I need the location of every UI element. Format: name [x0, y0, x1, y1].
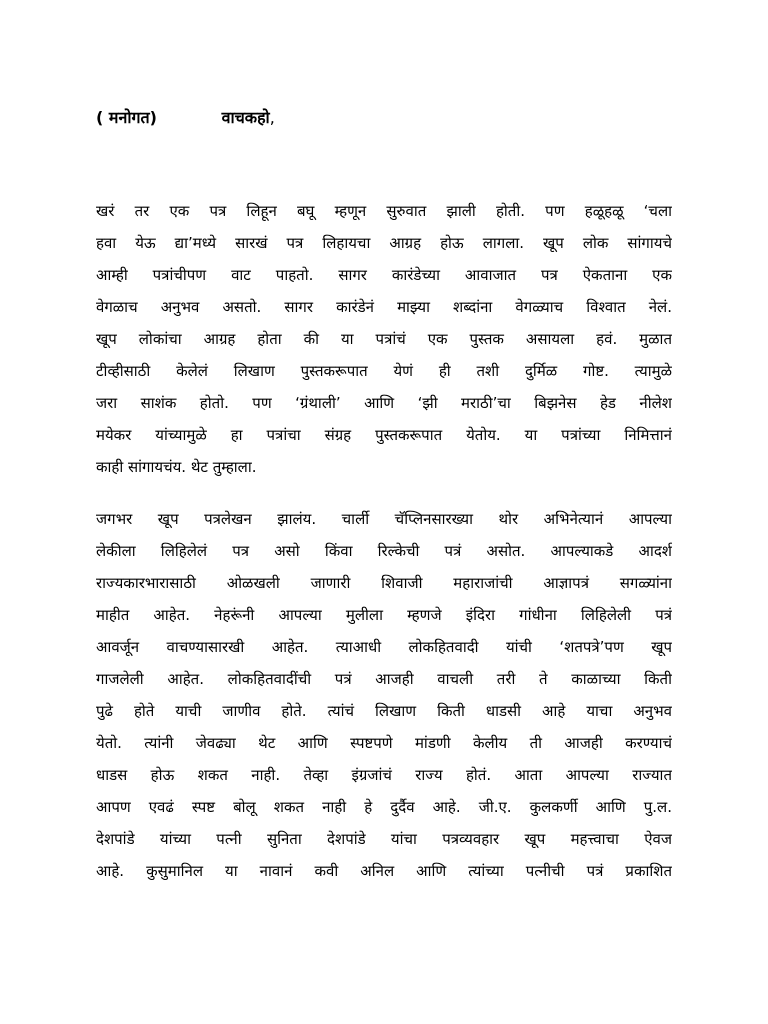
paragraph-line: खूप लोकांचा आग्रह होता की या पत्रांचं एक पुस्तक असायला हवं. मुळात	[96, 330, 672, 348]
heading-label: ( मनोगत)	[96, 108, 157, 127]
paragraph-line: धाडस होऊ शकत नाही. तेव्हा इंग्रजांचं राज्य होतं. आता आपल्या राज्यात	[96, 766, 672, 784]
paragraph-line: माहीत आहेत. नेहरूंनी आपल्या मुलीला म्हणजे इंदिरा गांधीना लिहिलेली पत्रं	[96, 606, 672, 624]
paragraph-line: पुढे होते याची जाणीव होते. त्यांचं लिखाण किती धाडसी आहे याचा अनुभव	[96, 702, 672, 720]
salutation-comma: ,	[269, 108, 275, 127]
salutation	[222, 106, 275, 128]
heading	[96, 106, 275, 128]
paragraph-line: लेकीला लिहिलेलं पत्र असो किंवा रिल्केची पत्रं असोत. आपल्याकडे आदर्श	[96, 542, 672, 560]
paragraph-line: गाजलेली आहेत. लोकहितवादींची पत्रं आजही वाचली तरी ते काळाच्या किती	[96, 670, 672, 688]
paragraph-line: जरा साशंक होतो. पण ‘ग्रंथाली’ आणि ‘झी मराठी’चा बिझनेस हेड नीलेश	[96, 394, 672, 412]
paragraph-1	[96, 195, 672, 483]
paragraph-line: देशपांडे यांच्या पत्नी सुनिता देशपांडे यांचा पत्रव्यवहार खूप महत्त्वाचा ऐवज	[96, 830, 672, 848]
paragraph-line: वेगळाच अनुभव असतो. सागर कारंडेनं माझ्या शब्दांना वेगळ्याच विश्वात नेलं.	[96, 298, 672, 316]
paragraph-line: मयेकर यांच्यामुळे हा पत्रांचा संग्रह पुस्तकरूपात येतोय. या पत्रांच्या निमित्तानं	[96, 426, 672, 444]
paragraph-line: जगभर खूप पत्रलेखन झालंय. चार्ली चॅप्लिनसारख्या थोर अभिनेत्यानं आपल्या	[96, 510, 672, 528]
paragraph-line: टीव्हीसाठी केलेलं लिखाण पुस्तकरूपात येणं ही तशी दुर्मिळ गोष्ट. त्यामुळे	[96, 362, 672, 380]
paragraph-line: हवा येऊ द्या’मध्ये सारखं पत्र लिहायचा आग्रह होऊ लागला. खूप लोक सांगायचे	[96, 234, 672, 252]
paragraph-line: राज्यकारभारासाठी ओळखली जाणारी शिवाजी महाराजांची आज्ञापत्रं सगळ्यांना	[96, 574, 672, 592]
paragraph-line: आपण एवढं स्पष्ट बोलू शकत नाही हे दुर्दैव आहे. जी.ए. कुलकर्णी आणि पु.ल.	[96, 798, 672, 816]
paragraph-line: आहे. कुसुमानिल या नावानं कवी अनिल आणि त्यांच्या पत्नीची पत्रं प्रकाशित	[96, 862, 672, 880]
salutation-text: वाचकहो	[221, 108, 270, 127]
paragraph-line: आवर्जून वाचण्यासारखी आहेत. त्याआधी लोकहितवादी यांची ‘शतपत्रे’पण खूप	[96, 638, 672, 656]
paragraph-line: येतो. त्यांनी जेवढ्या थेट आणि स्पष्टपणे मांडणी केलीय ती आजही करण्याचं	[96, 734, 672, 752]
paragraph-line: खरं तर एक पत्र लिहून बघू म्हणून सुरुवात झाली होती. पण हळूहळू ‘चला	[96, 202, 672, 220]
paragraph-line: आम्ही पत्रांचीपण वाट पाहतो. सागर कारंडेच्या आवाजात पत्र ऐकताना एक	[96, 266, 672, 284]
paragraph-line: काही सांगायचंय. थेट तुम्हाला.	[96, 458, 257, 476]
paragraph-2	[96, 503, 672, 887]
